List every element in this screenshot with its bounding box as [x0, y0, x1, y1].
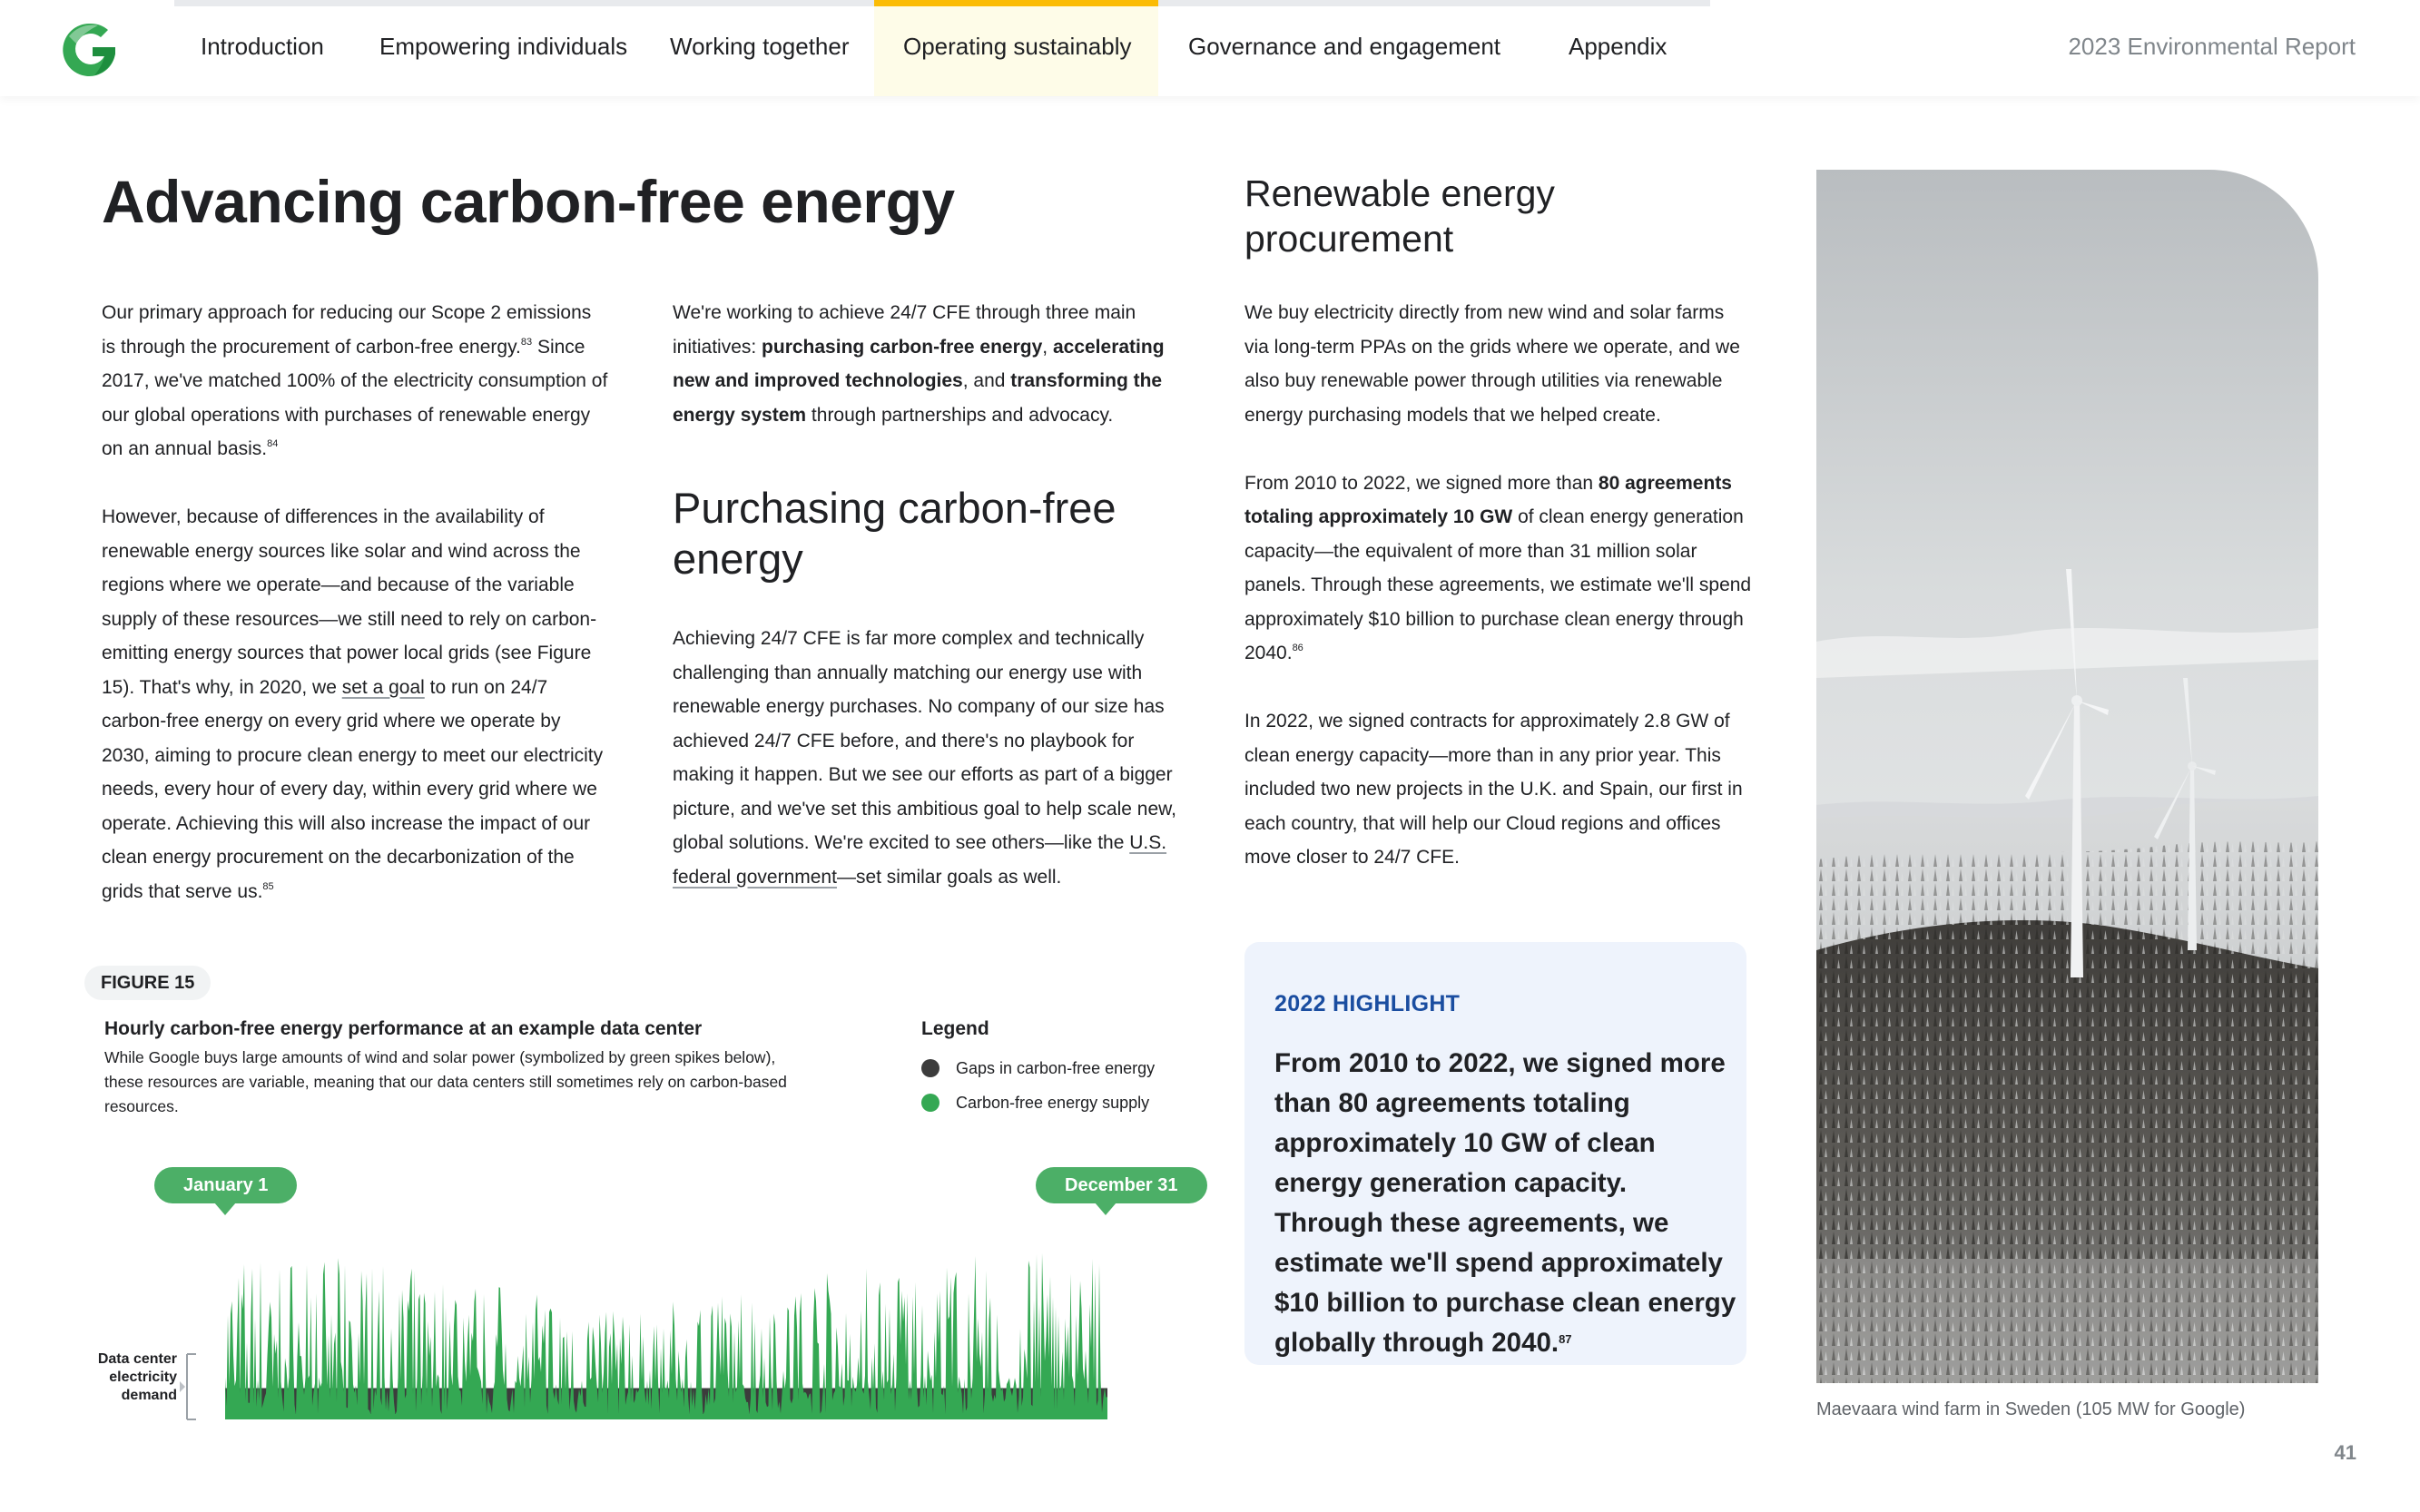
text-run: through partnerships and advocacy. — [806, 404, 1114, 426]
text-run: From 2010 to 2022, we signed more than — [1244, 472, 1599, 494]
text-run: , — [1042, 336, 1053, 358]
carbon-free-supply-area — [225, 1253, 1107, 1419]
legend-item-gaps — [921, 1059, 1155, 1078]
demand-pointer — [180, 1381, 185, 1392]
text-run: , and — [962, 370, 1011, 391]
bold-text: purchasing carbon-free energy — [762, 336, 1043, 358]
column-1-text — [102, 296, 610, 943]
text-run: From 2010 to 2022, we signed more than 80 agreements totaling approximately 10 GW of clean energy generation capacity. Through these agreements, we estimate we'll spend approximately $10 billion to purchase clean energy globally through 2040. — [1274, 1048, 1736, 1358]
legend-swatch-supply — [921, 1094, 939, 1112]
highlight-box — [1244, 942, 1746, 1365]
section-heading-purchasing: Purchasing carbon-free energy — [673, 484, 1117, 583]
legend-swatch-gaps — [921, 1059, 939, 1077]
legend-label: Carbon-free energy supply — [956, 1094, 1150, 1112]
text-run: We're working to achieve 24/7 CFE through three main initiatives: — [673, 302, 1136, 358]
footnote-ref[interactable]: 86 — [1292, 643, 1303, 653]
nav-item-working-together[interactable]: Working together — [670, 33, 850, 60]
column-2-text — [673, 622, 1181, 928]
legend-label: Gaps in carbon-free energy — [956, 1059, 1156, 1077]
figure-tag: FIGURE 15 — [84, 966, 211, 1000]
photo-caption: Maevaara wind farm in Sweden (105 MW for Google) — [1816, 1399, 2246, 1419]
callout-pointer — [1095, 1203, 1117, 1215]
supply-baseline — [225, 1414, 1107, 1419]
callout-pointer — [214, 1203, 236, 1215]
legend-title: Legend — [921, 1018, 989, 1039]
text-run: of clean energy generation capacity—the equivalent of more than 31 million solar panels. Through these agreements, we estimate we'll spend approximately $10 billion to purchase clean energy through 2040. — [1244, 506, 1752, 663]
report-title[interactable]: 2023 Environmental Report — [2068, 33, 2356, 60]
highlight-label: 2022 HIGHLIGHT — [1274, 991, 1461, 1016]
column-2-intro — [673, 296, 1181, 466]
demand-bracket — [187, 1354, 196, 1419]
figure-description: While Google buys large amounts of wind and solar power (symbolized by green spikes below), these resources are variable, meaning that our data centers still sometimes rely on carbon-based resources. — [104, 1048, 787, 1115]
wind-farm-photo — [1816, 170, 2318, 1383]
y-axis-label: Data center electricity demand — [97, 1351, 177, 1403]
page-title: Advancing carbon-free energy — [102, 168, 955, 235]
text-run: to run on 24/7 carbon-free energy on every grid where we operate by 2030, aiming to procure clean energy to meet our electricity needs, every hour of every day, within every grid where we operate. Achieving this will also increase the impact of our clean energy procurement on the decarbonization of the grids that serve us. — [102, 676, 604, 902]
start-date-label: January 1 — [154, 1167, 297, 1203]
paragraph — [1244, 466, 1753, 671]
cfe-chart — [178, 1216, 1122, 1425]
text-run: —set similar goals as well. — [836, 866, 1062, 888]
section-heading-renewable: Renewable energy procurement — [1244, 172, 1555, 260]
footnote-ref[interactable]: 84 — [267, 438, 279, 449]
text-run: However, because of differences in the availability of renewable energy sources like solar and wind across the regions where we operate—and because of the variable supply of these resources—we still need to rely on carbon-emitting energy sources that power local grids (see Figure 15). That's why, in 2020, we — [102, 506, 597, 698]
nav-item-governance-and-engagement[interactable]: Governance and engagement — [1188, 33, 1501, 60]
nav-active-indicator — [874, 0, 1158, 6]
text-run: Achieving 24/7 CFE is far more complex and technically challenging than annually matching our energy use with renewable energy purchases. No company of our size has achieved 24/7 CFE before, and there's no playbook for making it happen. But we see our efforts as part of a bigger picture, and we've set this ambitious goal to help scale new, global solutions. We're excited to see others—like the — [673, 628, 1176, 853]
set-a-goal-link[interactable]: set a goal — [341, 676, 425, 698]
end-date-label: December 31 — [1036, 1167, 1207, 1203]
paragraph — [673, 622, 1181, 894]
paragraph: We buy electricity directly from new wind and solar farms via long-term PPAs on the grids where we operate, and we also buy renewable power through utilities via renewable energy purchasing models that we helped create. — [1244, 302, 1740, 426]
wind-turbine-image — [1816, 170, 2318, 1383]
footnote-ref[interactable]: 83 — [520, 336, 533, 348]
footnote-ref[interactable]: 87 — [1559, 1332, 1572, 1346]
text-run: Since 2017, we've matched 100% of the electricity consumption of our global operations with purchases of renewable energy on an annual basis. — [102, 336, 608, 459]
footnote-ref[interactable]: 85 — [262, 880, 274, 892]
bold-text: accelerating new and improved technologies — [673, 336, 1165, 391]
figure-title: Hourly carbon-free energy performance at an example data center — [104, 1018, 703, 1039]
nav-item-introduction[interactable]: Introduction — [201, 33, 324, 60]
nav-item-appendix[interactable]: Appendix — [1569, 33, 1667, 60]
bold-text: transforming the energy system — [673, 370, 1163, 426]
page-number: 41 — [2334, 1441, 2356, 1464]
paragraph — [102, 296, 610, 466]
bold-text: 80 agreements totaling approximately 10 GW — [1244, 472, 1732, 527]
paragraph — [673, 296, 1181, 432]
paragraph: In 2022, we signed contracts for approximately 2.8 GW of clean energy capacity—more than in any prior year. This included two new projects in the U.K. and Spain, our first in each country, that will help our Cloud regions and offices move closer to 24/7 CFE. — [1244, 711, 1743, 868]
legend-item-supply — [921, 1094, 1149, 1113]
column-3-text — [1244, 296, 1753, 908]
top-navigation — [0, 0, 2420, 96]
google-g-logo-icon[interactable] — [60, 20, 120, 80]
nav-item-empowering-individuals[interactable]: Empowering individuals — [379, 33, 628, 60]
nav-item-operating-sustainably[interactable]: Operating sustainably — [903, 33, 1132, 60]
paragraph — [102, 500, 610, 908]
highlight-text — [1274, 1044, 1737, 1363]
us-federal-government-link[interactable]: U.S. federal government — [673, 832, 1167, 888]
text-run: Our primary approach for reducing our Scope 2 emissions is through the procurement of carbon-free energy. — [102, 302, 592, 358]
